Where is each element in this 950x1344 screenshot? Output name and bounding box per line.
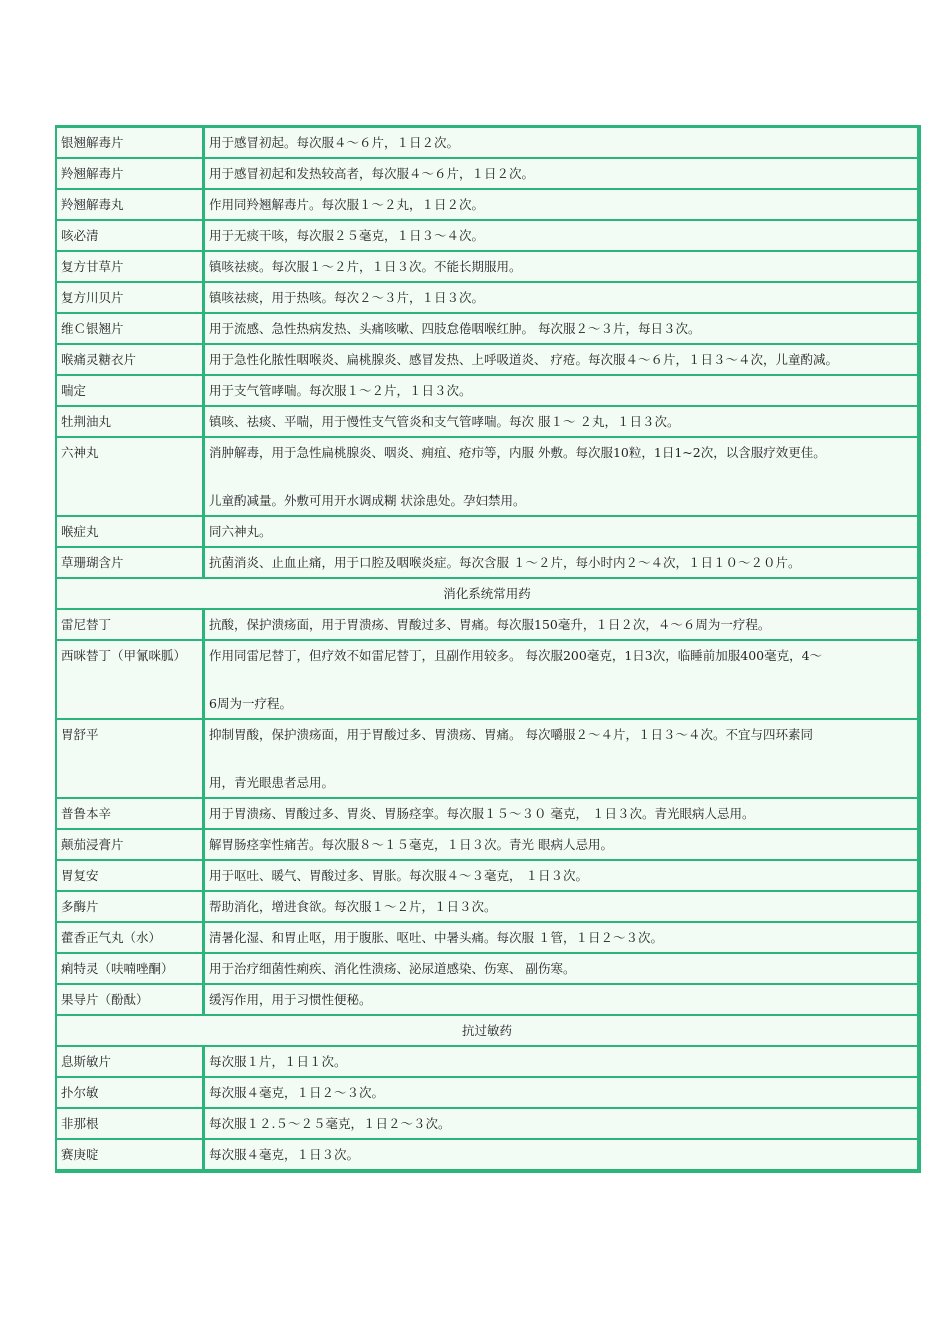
drug-usage-cell bbox=[204, 1047, 919, 1078]
table-row bbox=[56, 954, 919, 985]
drug-usage-cell bbox=[204, 345, 919, 376]
drug-usage-cell bbox=[204, 985, 919, 1016]
drug-usage-cell bbox=[204, 799, 919, 830]
drug-usage-cell bbox=[204, 314, 919, 345]
table-row bbox=[56, 548, 919, 579]
usage-line: 抗菌消炎、止血止痛，用于口腔及咽喉炎症。每次含服 １～２片，每小时内２～４次，１日１０～２０片。 bbox=[209, 555, 801, 570]
drug-name-cell: 痢特灵（呋喃唑酮） bbox=[56, 954, 204, 985]
usage-line: 用于治疗细菌性痢疾、消化性溃疡、泌尿道感染、伤寒、 副伤寒。 bbox=[209, 961, 576, 976]
drug-name-cell: 羚翘解毒片 bbox=[56, 159, 204, 190]
table-row bbox=[56, 1140, 919, 1171]
drug-name-cell: 维Ｃ银翘片 bbox=[56, 314, 204, 345]
drug-usage-cell bbox=[204, 126, 919, 159]
drug-name-cell: 多酶片 bbox=[56, 892, 204, 923]
usage-line: 每次服１２.５～２５毫克，１日２～３次。 bbox=[209, 1116, 451, 1131]
table-row bbox=[56, 126, 919, 159]
usage-line-gap bbox=[209, 668, 913, 692]
drug-usage-cell bbox=[204, 892, 919, 923]
drug-name-cell: 羚翘解毒丸 bbox=[56, 190, 204, 221]
usage-line: 用，青光眼患者忌用。 bbox=[209, 775, 335, 790]
drug-usage-cell bbox=[204, 548, 919, 579]
section-title: 抗过敏药 bbox=[56, 1016, 919, 1047]
drug-name-cell: 雷尼替丁 bbox=[56, 610, 204, 641]
usage-line: 作用同雷尼替丁，但疗效不如雷尼替丁，且副作用较多。 每次服200毫克，1日3次，临睡前加服400毫克，4～ bbox=[209, 648, 823, 663]
drug-name-cell: 普鲁本辛 bbox=[56, 799, 204, 830]
drug-name-cell: 复方甘草片 bbox=[56, 252, 204, 283]
table-row bbox=[56, 892, 919, 923]
usage-line: 镇咳、祛痰、平喘，用于慢性支气管炎和支气管哮喘。每次 服１～ ２丸，１日３次。 bbox=[209, 414, 680, 429]
table-row bbox=[56, 1109, 919, 1140]
table-row bbox=[56, 283, 919, 314]
drug-name-cell: 颠茄浸膏片 bbox=[56, 830, 204, 861]
drug-name-cell: 草珊瑚含片 bbox=[56, 548, 204, 579]
drug-usage-cell bbox=[204, 1140, 919, 1171]
table-row bbox=[56, 830, 919, 861]
drug-usage-cell bbox=[204, 438, 919, 517]
drug-usage-cell bbox=[204, 221, 919, 252]
table-row bbox=[56, 923, 919, 954]
drug-name-cell: 非那根 bbox=[56, 1109, 204, 1140]
drug-name-cell: 藿香正气丸（水） bbox=[56, 923, 204, 954]
usage-line: 儿童酌减量。外敷可用开水调成糊 状涂患处。孕妇禁用。 bbox=[209, 493, 526, 508]
usage-line-gap bbox=[209, 465, 913, 489]
table-row bbox=[56, 221, 919, 252]
usage-line: 同六神丸。 bbox=[209, 524, 272, 539]
drug-usage-cell bbox=[204, 376, 919, 407]
table-row bbox=[56, 314, 919, 345]
usage-line: 抗酸，保护溃疡面，用于胃溃疡、胃酸过多、胃痛。每次服150毫升，１日２次，４～６周为一疗程。 bbox=[209, 617, 771, 632]
table-row bbox=[56, 1047, 919, 1078]
usage-line: 用于感冒初起和发热较高者，每次服４～６片，１日２次。 bbox=[209, 166, 535, 181]
table-row bbox=[56, 345, 919, 376]
drug-usage-cell bbox=[204, 407, 919, 438]
drug-name-cell: 胃复安 bbox=[56, 861, 204, 892]
drug-name-cell: 西咪替丁（甲氰咪胍） bbox=[56, 641, 204, 720]
usage-line: 镇咳祛痰。每次服１～２片，１日３次。不能长期服用。 bbox=[209, 259, 522, 274]
table-row bbox=[56, 610, 919, 641]
drug-usage-cell bbox=[204, 610, 919, 641]
drug-name-cell: 咳必清 bbox=[56, 221, 204, 252]
drug-name-cell: 银翘解毒片 bbox=[56, 126, 204, 159]
table-row bbox=[56, 376, 919, 407]
usage-line: 用于流感、急性热病发热、头痛咳嗽、四肢怠倦咽喉红肿。 每次服２～３片，每日３次。 bbox=[209, 321, 701, 336]
drug-usage-cell bbox=[204, 283, 919, 314]
table-row bbox=[56, 252, 919, 283]
drug-name-cell: 牡荆油丸 bbox=[56, 407, 204, 438]
drug-usage-cell bbox=[204, 1109, 919, 1140]
table-row bbox=[56, 517, 919, 548]
usage-line: 缓泻作用，用于习惯性便秘。 bbox=[209, 992, 372, 1007]
drug-name-cell: 息斯敏片 bbox=[56, 1047, 204, 1078]
usage-line: 消肿解毒，用于急性扁桃腺炎、咽炎、痈疽、疮疖等，内服 外敷。每次服10粒，1日1~2次，以含服疗效更佳。 bbox=[209, 445, 826, 460]
usage-line: 6周为一疗程。 bbox=[209, 696, 292, 711]
table-row bbox=[56, 159, 919, 190]
usage-line: 用于呕吐、暖气、胃酸过多、胃胀。每次服４～３毫克， １日３次。 bbox=[209, 868, 588, 883]
section-header-row bbox=[56, 1016, 919, 1047]
drug-usage-cell bbox=[204, 861, 919, 892]
drug-name-cell: 扑尔敏 bbox=[56, 1078, 204, 1109]
drug-name-cell: 喉痛灵糖衣片 bbox=[56, 345, 204, 376]
usage-line: 用于感冒初起。每次服４～６片，１日２次。 bbox=[209, 135, 460, 150]
section-header-row bbox=[56, 579, 919, 610]
usage-line: 帮助消化，增进食欲。每次服１～２片，１日３次。 bbox=[209, 899, 497, 914]
usage-line: 每次服１片，１日１次。 bbox=[209, 1054, 347, 1069]
usage-line: 解胃肠痉挛性痛苦。每次服８～１５毫克，１日３次。青光 眼病人忌用。 bbox=[209, 837, 613, 852]
drug-name-cell: 复方川贝片 bbox=[56, 283, 204, 314]
drug-usage-cell bbox=[204, 517, 919, 548]
table-row bbox=[56, 641, 919, 720]
drug-name-cell: 果导片（酚酞） bbox=[56, 985, 204, 1016]
usage-line: 清暑化湿、和胃止呕，用于腹胀、呕吐、中暑头痛。每次服 １管，１日２～３次。 bbox=[209, 930, 663, 945]
usage-line: 每次服４毫克，１日２～３次。 bbox=[209, 1085, 385, 1100]
drug-name-cell: 六神丸 bbox=[56, 438, 204, 517]
usage-line: 每次服４毫克，１日３次。 bbox=[209, 1147, 360, 1162]
drug-usage-cell bbox=[204, 830, 919, 861]
usage-line: 用于支气管哮喘。每次服１～２片，１日３次。 bbox=[209, 383, 472, 398]
table-row bbox=[56, 985, 919, 1016]
usage-line: 用于胃溃疡、胃酸过多、胃炎、胃肠痉挛。每次服１５～３０ 毫克， １日３次。青光眼病人忌用。 bbox=[209, 806, 755, 821]
usage-line-gap bbox=[209, 747, 913, 771]
drug-usage-cell bbox=[204, 641, 919, 720]
table-row bbox=[56, 720, 919, 799]
drug-usage-cell bbox=[204, 954, 919, 985]
table-row bbox=[56, 190, 919, 221]
drug-usage-cell bbox=[204, 190, 919, 221]
usage-line: 用于无痰干咳，每次服２５毫克，１日３～４次。 bbox=[209, 228, 485, 243]
drug-table-body bbox=[56, 126, 919, 1171]
drug-usage-cell bbox=[204, 159, 919, 190]
drug-usage-table bbox=[55, 125, 921, 1173]
drug-name-cell: 赛庚啶 bbox=[56, 1140, 204, 1171]
usage-line: 抑制胃酸，保护溃疡面，用于胃酸过多、胃溃疡、胃痛。 每次嚼服２～４片，１日３～４次。不宜与四环素同 bbox=[209, 727, 813, 742]
table-row bbox=[56, 861, 919, 892]
drug-usage-cell bbox=[204, 1078, 919, 1109]
drug-name-cell: 喘定 bbox=[56, 376, 204, 407]
drug-usage-cell bbox=[204, 252, 919, 283]
drug-usage-cell bbox=[204, 720, 919, 799]
usage-line: 作用同羚翘解毒片。每次服１～２丸，１日２次。 bbox=[209, 197, 485, 212]
usage-line: 镇咳祛痰，用于热咳。每次２～３片，１日３次。 bbox=[209, 290, 485, 305]
drug-name-cell: 胃舒平 bbox=[56, 720, 204, 799]
table-row bbox=[56, 407, 919, 438]
usage-line: 用于急性化脓性咽喉炎、扁桃腺炎、感冒发热、上呼吸道炎、 疗疮。每次服４～６片，１日３～４次，儿童酌减。 bbox=[209, 352, 838, 367]
table-row bbox=[56, 1078, 919, 1109]
table-row bbox=[56, 438, 919, 517]
table-row bbox=[56, 799, 919, 830]
section-title: 消化系统常用药 bbox=[56, 579, 919, 610]
drug-name-cell: 喉症丸 bbox=[56, 517, 204, 548]
drug-usage-cell bbox=[204, 923, 919, 954]
